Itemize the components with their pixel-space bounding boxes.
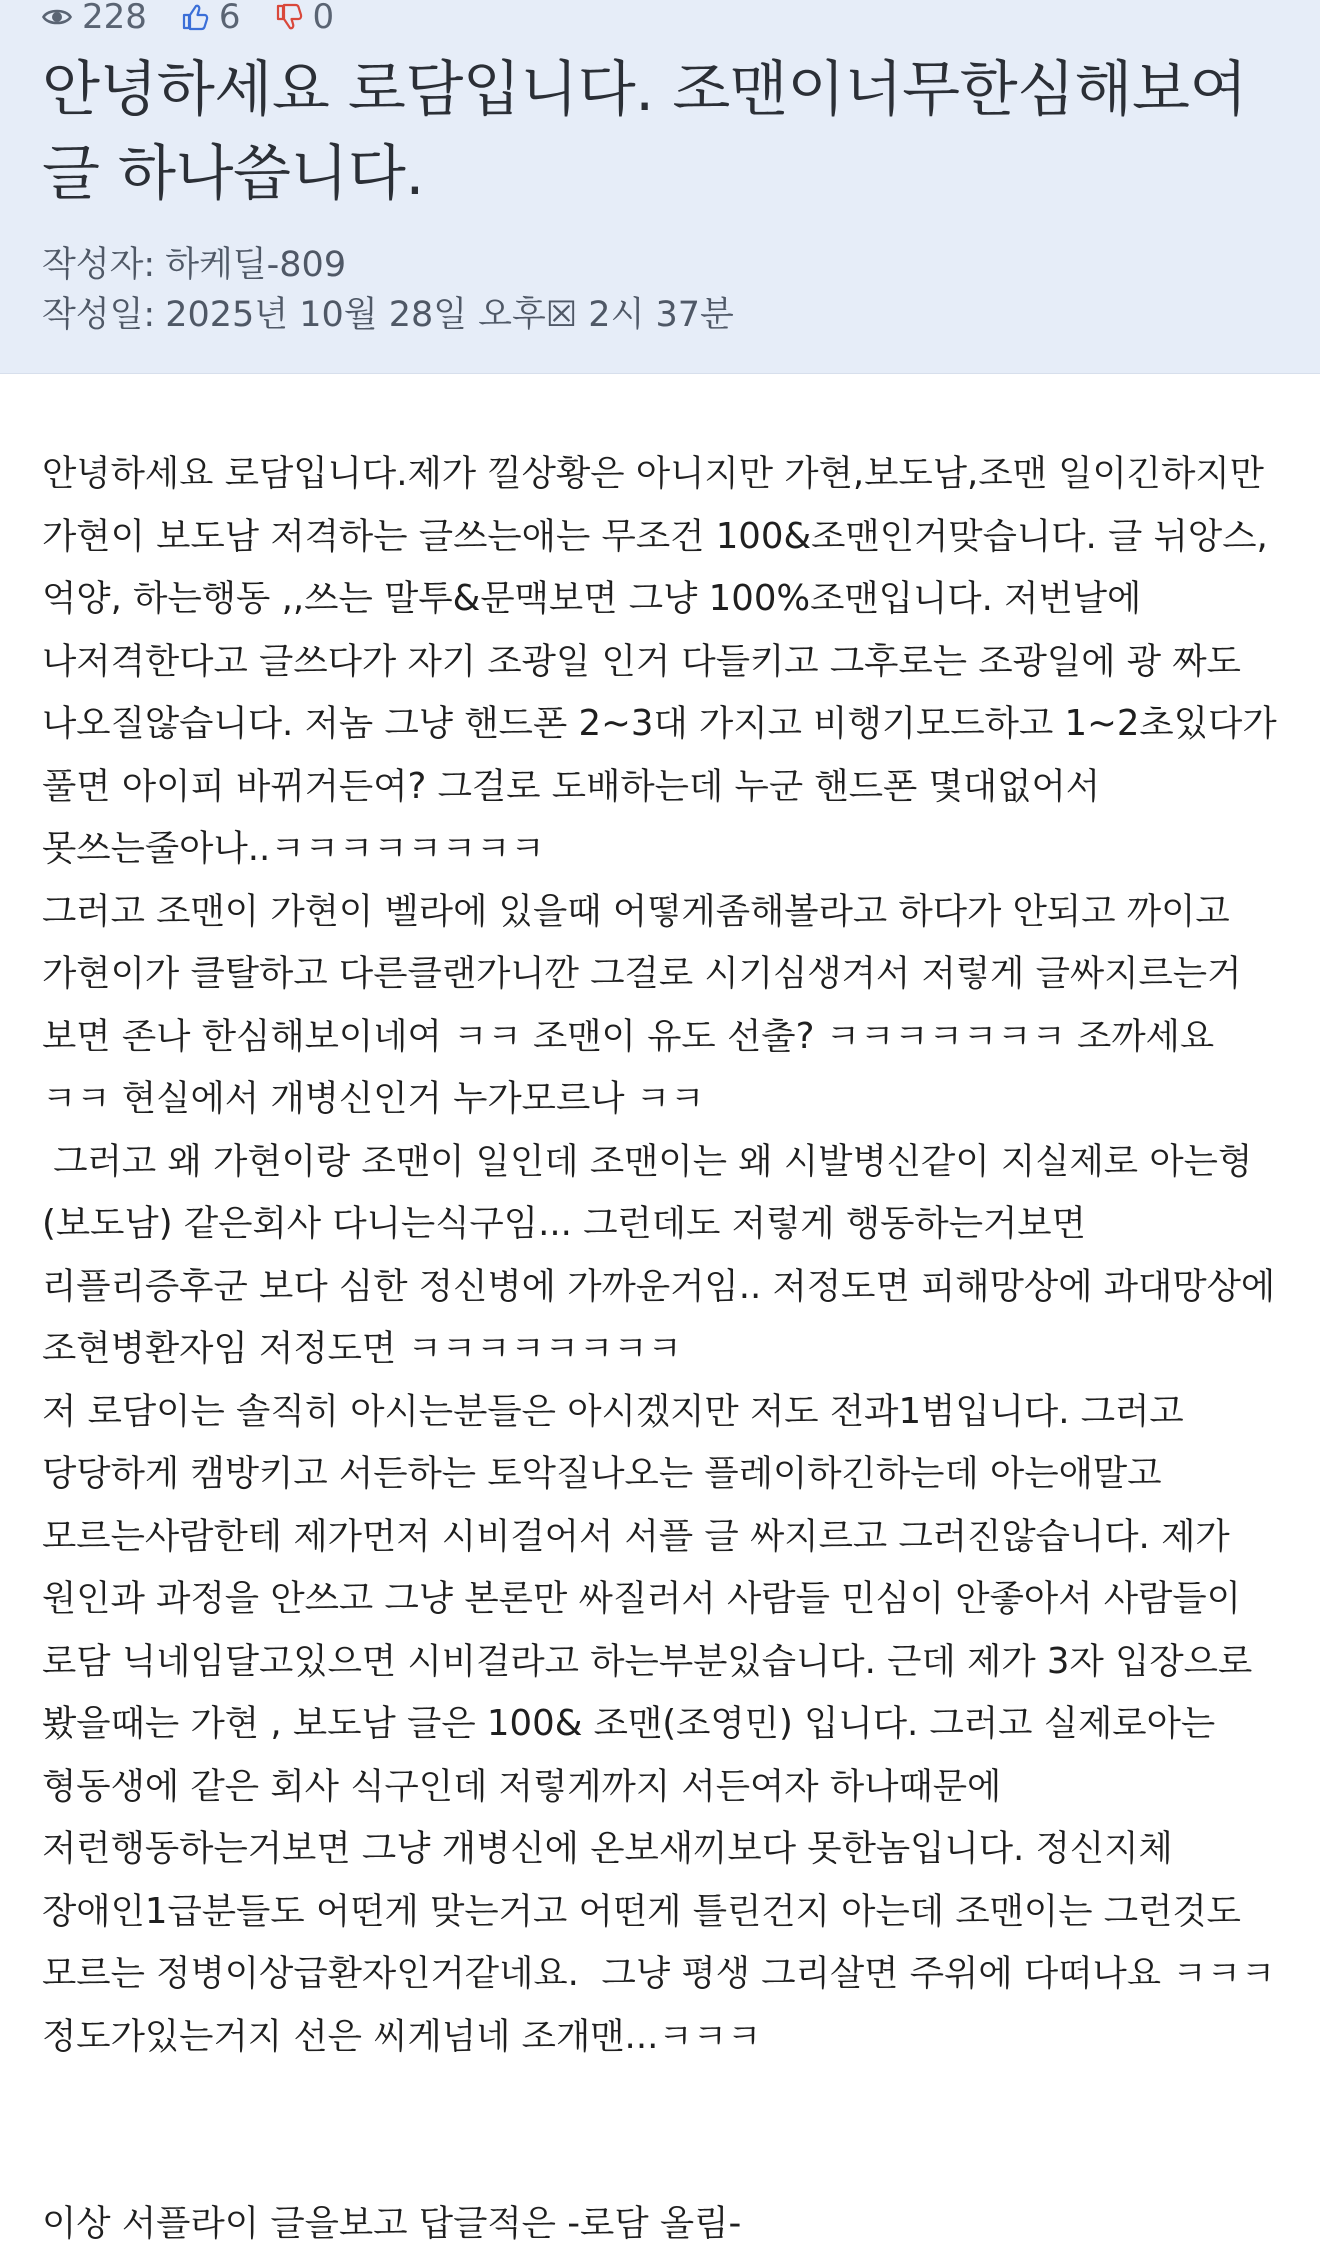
body-paragraph: 그러고 조맨이 가현이 벨라에 있을때 어떻게좀해볼라고 하다가 안되고 까이고 가현이가 클탈하고 다른클랜가니깐 그걸로 시기심생겨서 저렇게 글싸지르는거 보면 존나 한심해보이네여 ㅋㅋ 조맨이 유도 선출? ㅋㅋㅋㅋㅋㅋㅋ 조까세요 ㅋㅋ 현실에서 개병신인거 누가모르나 ㅋㅋ: [42, 890, 1253, 1119]
body-paragraph: 그러고 왜 가현이랑 조맨이 일인데 조맨이는 왜 시발병신같이 지실제로 아는형 (보도남) 같은회사 다니는식구임... 그런데도 저렇게 행동하는거보면 리플리증후군 보다 심한 정신병에 가까운거임.. 저정도면 피해망상에 과대망상에 조현병환자임 저정도면 ㅋㅋㅋㅋㅋㅋㅋㅋ: [42, 1140, 1287, 1369]
views-stat: [42, 0, 147, 37]
date-label: 작성일:: [42, 295, 156, 335]
eye-icon: [42, 6, 72, 28]
author-label: 작성자:: [42, 245, 156, 285]
post-body: [42, 443, 1288, 2256]
post-signature: 이상 서플라이 글을보고 답글적은 -로담 올림-: [42, 2203, 742, 2244]
body-paragraph: 안녕하세요 로담입니다.제가 낄상황은 아니지만 가현,보도남,조맨 일이긴하지만 가현이 보도남 저격하는 글쓰는애는 무조건 100&조맨인거맞습니다. 글 뉘앙스, 억양, 하는행동 ,,쓰는 말투&문맥보면 그냥 100%조맨입니다. 저번날에 나저격한다고 글쓰다가 자기 조광일 인거 다들키고 그후로는 조광일에 광 짜도 나오질않습니다. 저놈 그냥 핸드폰 2~3대 가지고 비행기모드하고 1~2초있다가 풀면 아이피 바뀌거든여? 그걸로 도배하는데 누군 핸드폰 몇대없어서 못쓰는줄아나..ㅋㅋㅋㅋㅋㅋㅋㅋ: [42, 453, 1288, 869]
thumbs-up-icon[interactable]: [181, 3, 209, 31]
body-paragraph: 저 로담이는 솔직히 아시는분들은 아시겠지만 저도 전과1범입니다. 그러고 당당하게 캠방키고 서든하는 토악질나오는 플레이하긴하는데 아는애말고 모르는사람한테 제가먼저 시비걸어서 서플 글 싸지르고 그러진않습니다. 제가 원인과 과정을 안쓰고 그냥 본론만 싸질러서 사람들 민심이 안좋아서 사람들이 로담 닉네임달고있으면 시비걸라고 하는부분있습니다. 근데 제가 3자 입장으로 봤을때는 가현 , 보도남 글은 100& 조맨(조영민) 입니다. 그러고 실제로아는 형동생에 같은 회사 식구인데 저렇게까지 서든여자 하나때문에 저런행동하는거보면 그냥 개병신에 온보새끼보다 못한놈입니다. 정신지체 장애인1급분들도 어떤게 맞는거고 어떤게 틀린건지 아는데 조맨이는 그런것도 모르는 정병이상급환자인거같네요. 그냥 평생 그리살면 주위에 다떠나요 ㅋㅋㅋ 정도가있는거지 선은 씨게넘네 조개맨...ㅋㅋㅋ: [42, 1390, 1287, 2057]
post-title: 안녕하세요 로담입니다. 조맨이너무한심해보여 글 하나씁니다.: [42, 55, 1247, 209]
body-spacer: [42, 2068, 1288, 2193]
author-name[interactable]: 하케딜-809: [165, 245, 347, 285]
likes-count: 6: [218, 0, 241, 37]
likes-stat[interactable]: [181, 0, 241, 37]
dislikes-stat[interactable]: [275, 0, 335, 37]
post-stats: [42, 0, 335, 37]
date-row: [42, 290, 734, 340]
views-count: 228: [82, 0, 147, 37]
post-meta: [42, 240, 734, 340]
author-row: [42, 240, 734, 290]
post-header: [0, 0, 1320, 374]
post-date: 2025년 10월 28일 오후☒ 2시 37분: [165, 295, 734, 335]
thumbs-down-icon[interactable]: [275, 3, 303, 31]
dislikes-count: 0: [312, 0, 335, 37]
